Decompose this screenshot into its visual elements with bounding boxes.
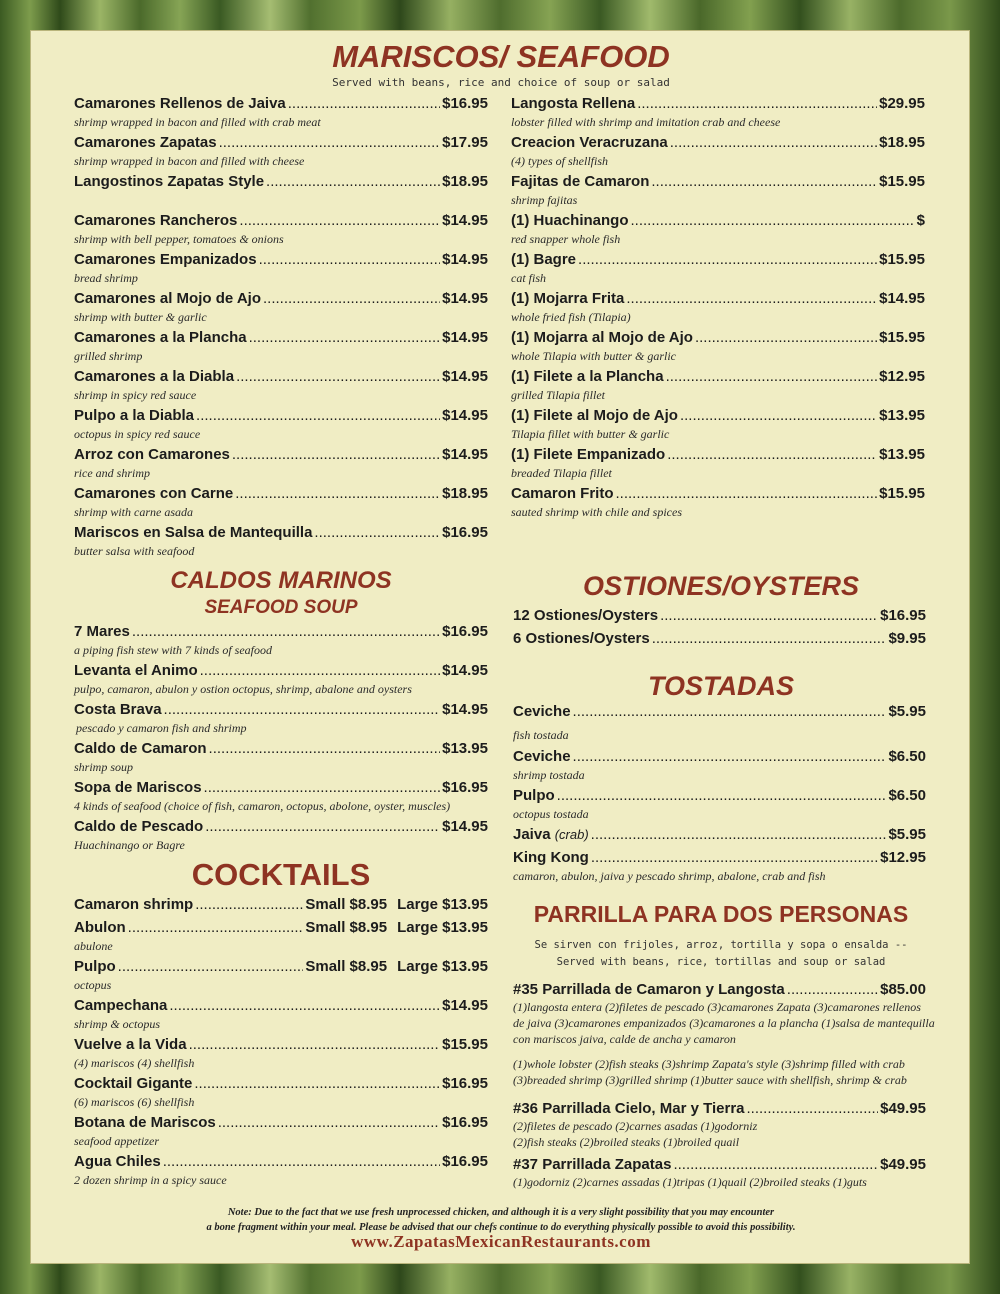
menu-item: Agua Chiles ..... $16.95	[74, 1153, 488, 1170]
item-description: a piping fish stew with 7 kinds of seafood	[74, 643, 273, 657]
menu-item: Abulon ..... Small $8.95 Large $13.95	[74, 919, 488, 936]
footer-note-line-1: Note: Due to the fact that we use fresh unprocessed chicken, and although it is a very slight possibility that you may encounter	[227, 1207, 775, 1218]
menu-item: Camarones Zapatas ..... $17.95	[74, 134, 488, 151]
parrilla-subtitle-en: Served with beans, rice, tortillas and soup or salad	[556, 956, 886, 968]
item-description: 4 kinds of seafood (choice of fish, camaron, octopus, abolone, oyster, muscles)	[74, 799, 451, 813]
item-description: grilled shrimp	[74, 349, 143, 363]
menu-item: 7 Mares ..... $16.95	[74, 623, 488, 640]
item-description: octopus in spicy red sauce	[74, 427, 201, 441]
item-description: Tilapia fillet with butter & garlic	[511, 427, 670, 441]
item-description: shrimp wrapped in bacon and filled with crab meat	[74, 115, 321, 129]
menu-item: Mariscos en Salsa de Mantequilla ..... $16.95	[74, 524, 488, 541]
item-description: (6) mariscos (6) shellfish	[74, 1095, 195, 1109]
item-description: (1)langosta entera (2)filetes de pescado (3)camarones Zapata (3)camarones rellenos	[513, 1000, 921, 1014]
menu-item: #37 Parrillada Zapatas ..... $49.95	[513, 1156, 926, 1173]
item-description: bread shrimp	[74, 271, 138, 285]
item-description: camaron, abulon, jaiva y pescado shrimp, abalone, crab and fish	[513, 869, 826, 883]
menu-item: (1) Filete a la Plancha ..... $12.95	[511, 368, 925, 385]
menu-item: Camarones Rellenos de Jaiva ..... $16.95	[74, 95, 488, 112]
menu-item: Caldo de Camaron ..... $13.95	[74, 740, 488, 757]
item-description: butter salsa with seafood	[74, 544, 195, 558]
menu-item: Cocktail Gigante ..... $16.95	[74, 1075, 488, 1092]
item-description: con mariscos jaiva, calde de ancha y camaron	[513, 1032, 736, 1046]
item-description: shrimp with carne asada	[74, 505, 194, 519]
item-description: pulpo, camaron, abulon y ostion octopus, shrimp, abalone and oysters	[74, 682, 412, 696]
item-description: (4) mariscos (4) shellfish	[74, 1056, 195, 1070]
item-description: lobster filled with shrimp and imitation crab and cheese	[511, 115, 781, 129]
item-description: (4) types of shellfish	[511, 154, 608, 168]
menu-item: Botana de Mariscos ..... $16.95	[74, 1114, 488, 1131]
item-description: pescado y camaron fish and shrimp	[76, 721, 247, 735]
menu-item: Camarones al Mojo de Ajo ..... $14.95	[74, 290, 488, 307]
menu-item: Pulpo ..... Small $8.95 Large $13.95	[74, 958, 488, 975]
menu-item: Sopa de Mariscos ..... $16.95	[74, 779, 488, 796]
parrilla-subtitle-es: Se sirven con frijoles, arroz, tortilla y sopa o ensalda --	[534, 939, 908, 951]
menu-item: Camarones Empanizados ..... $14.95	[74, 251, 488, 268]
item-description: shrimp with bell pepper, tomatoes & onions	[74, 232, 284, 246]
menu-item: Jaiva (crab) ..... $5.95	[513, 826, 926, 843]
menu-item: Pulpo a la Diabla ..... $14.95	[74, 407, 488, 424]
menu-item: Arroz con Camarones ..... $14.95	[74, 446, 488, 463]
caldos-title: CALDOS MARINOS	[170, 567, 392, 594]
item-description: (2)fish steaks (2)broiled steaks (1)broiled quail	[513, 1135, 740, 1149]
item-description: seafood appetizer	[74, 1134, 159, 1148]
menu-item: Camarones a la Plancha ..... $14.95	[74, 329, 488, 346]
seafood-title: MARISCOS/ SEAFOOD	[332, 39, 670, 74]
menu-item: Fajitas de Camaron ..... $15.95	[511, 173, 925, 190]
menu-item: (1) Mojarra Frita ..... $14.95	[511, 290, 925, 307]
parrilla-title: PARRILLA PARA DOS PERSONAS	[533, 901, 909, 927]
item-description: shrimp tostada	[513, 768, 585, 782]
menu-item: Camaron shrimp ..... Small $8.95 Large $13.95	[74, 896, 488, 913]
item-description: whole Tilapia with butter & garlic	[511, 349, 677, 363]
footer-note-line-2: a bone fragment within your meal. Please be advised that our chefs continue to do everything physically possible to avoid this possibility.	[206, 1222, 796, 1233]
item-description: breaded Tilapia fillet	[511, 466, 612, 480]
item-description: Huachinango or Bagre	[74, 838, 185, 852]
item-description: whole fried fish (Tilapia)	[511, 310, 631, 324]
menu-item: (1) Mojarra al Mojo de Ajo ..... $15.95	[511, 329, 925, 346]
menu-item: Langosta Rellena ..... $29.95	[511, 95, 925, 112]
menu-item: Costa Brava ..... $14.95	[74, 701, 488, 718]
item-description: abulone	[74, 939, 113, 953]
item-description: (1)godorniz (2)carnes assadas (1)tripas (1)quail (2)broiled steaks (1)guts	[513, 1175, 867, 1189]
seafood-subtitle: Served with beans, rice and choice of soup or salad	[332, 76, 670, 89]
menu-item: King Kong ..... $12.95	[513, 849, 926, 866]
menu-item: (1) Bagre ..... $15.95	[511, 251, 925, 268]
item-description: shrimp with butter & garlic	[74, 310, 207, 324]
menu-item: Camaron Frito ..... $15.95	[511, 485, 925, 502]
item-description: shrimp soup	[74, 760, 134, 774]
menu-item: Camarones a la Diabla ..... $14.95	[74, 368, 488, 385]
menu-item: Pulpo ..... $6.50	[513, 787, 926, 804]
menu-item: Caldo de Pescado ..... $14.95	[74, 818, 488, 835]
menu-item: 6 Ostiones/Oysters ..... $9.95	[513, 630, 926, 647]
item-description: shrimp wrapped in bacon and filled with cheese	[74, 154, 305, 168]
menu-item: Vuelve a la Vida ..... $15.95	[74, 1036, 488, 1053]
item-description: octopus tostada	[513, 807, 589, 821]
menu-item: Campechana ..... $14.95	[74, 997, 488, 1014]
menu-item: #35 Parrillada de Camaron y Langosta ..... $85.00	[513, 981, 926, 998]
item-description: shrimp in spicy red sauce	[74, 388, 197, 402]
menu-item: (1) Huachinango ..... $	[511, 212, 925, 229]
menu-panel	[30, 30, 970, 1264]
menu-item: Ceviche ..... $5.95	[513, 703, 926, 720]
item-description: (2)filetes de pescado (2)carnes asadas (1)godorniz	[513, 1119, 758, 1133]
item-description: (3)breaded shrimp (3)grilled shrimp (1)butter sauce with shellfish, shrimp & crab	[513, 1073, 907, 1087]
cocktails-title: COCKTAILS	[191, 857, 371, 892]
oysters-title: OSTIONES/OYSTERS	[582, 571, 860, 601]
menu-item: Camarones con Carne ..... $18.95	[74, 485, 488, 502]
item-description: grilled Tilapia fillet	[511, 388, 606, 402]
menu-item: Langostinos Zapatas Style ..... $18.95	[74, 173, 488, 190]
website-link[interactable]: www.ZapatasMexicanRestaurants.com	[351, 1232, 651, 1251]
item-description: fish tostada	[513, 728, 569, 742]
caldos-subtitle: SEAFOOD SOUP	[204, 597, 358, 618]
menu-item: Ceviche ..... $6.50	[513, 748, 926, 765]
item-description: de jaiva (3)camarones empanizados (3)camarones a la plancha (1)salsa de mantequilla	[513, 1016, 935, 1030]
item-description: cat fish	[511, 271, 546, 285]
item-description: shrimp fajitas	[511, 193, 578, 207]
menu-item: Creacion Veracruzana ..... $18.95	[511, 134, 925, 151]
item-description: 2 dozen shrimp in a spicy sauce	[74, 1173, 227, 1187]
menu-item: #36 Parrillada Cielo, Mar y Tierra ..... $49.95	[513, 1100, 926, 1117]
item-description: sauted shrimp with chile and spices	[511, 505, 682, 519]
menu-item: (1) Filete al Mojo de Ajo ..... $13.95	[511, 407, 925, 424]
menu-item: Camarones Rancheros ..... $14.95	[74, 212, 488, 229]
item-description: shrimp & octopus	[74, 1017, 161, 1031]
menu-item: Levanta el Animo ..... $14.95	[74, 662, 488, 679]
menu-item: (1) Filete Empanizado ..... $13.95	[511, 446, 925, 463]
item-description: octopus	[74, 978, 112, 992]
item-description: (1)whole lobster (2)fish steaks (3)shrimp Zapata's style (3)shrimp filled with crab	[513, 1057, 905, 1071]
tostadas-title: TOSTADAS	[647, 671, 794, 701]
menu-item: 12 Ostiones/Oysters ..... $16.95	[513, 607, 926, 624]
item-description: rice and shrimp	[74, 466, 150, 480]
item-description: red snapper whole fish	[511, 232, 621, 246]
